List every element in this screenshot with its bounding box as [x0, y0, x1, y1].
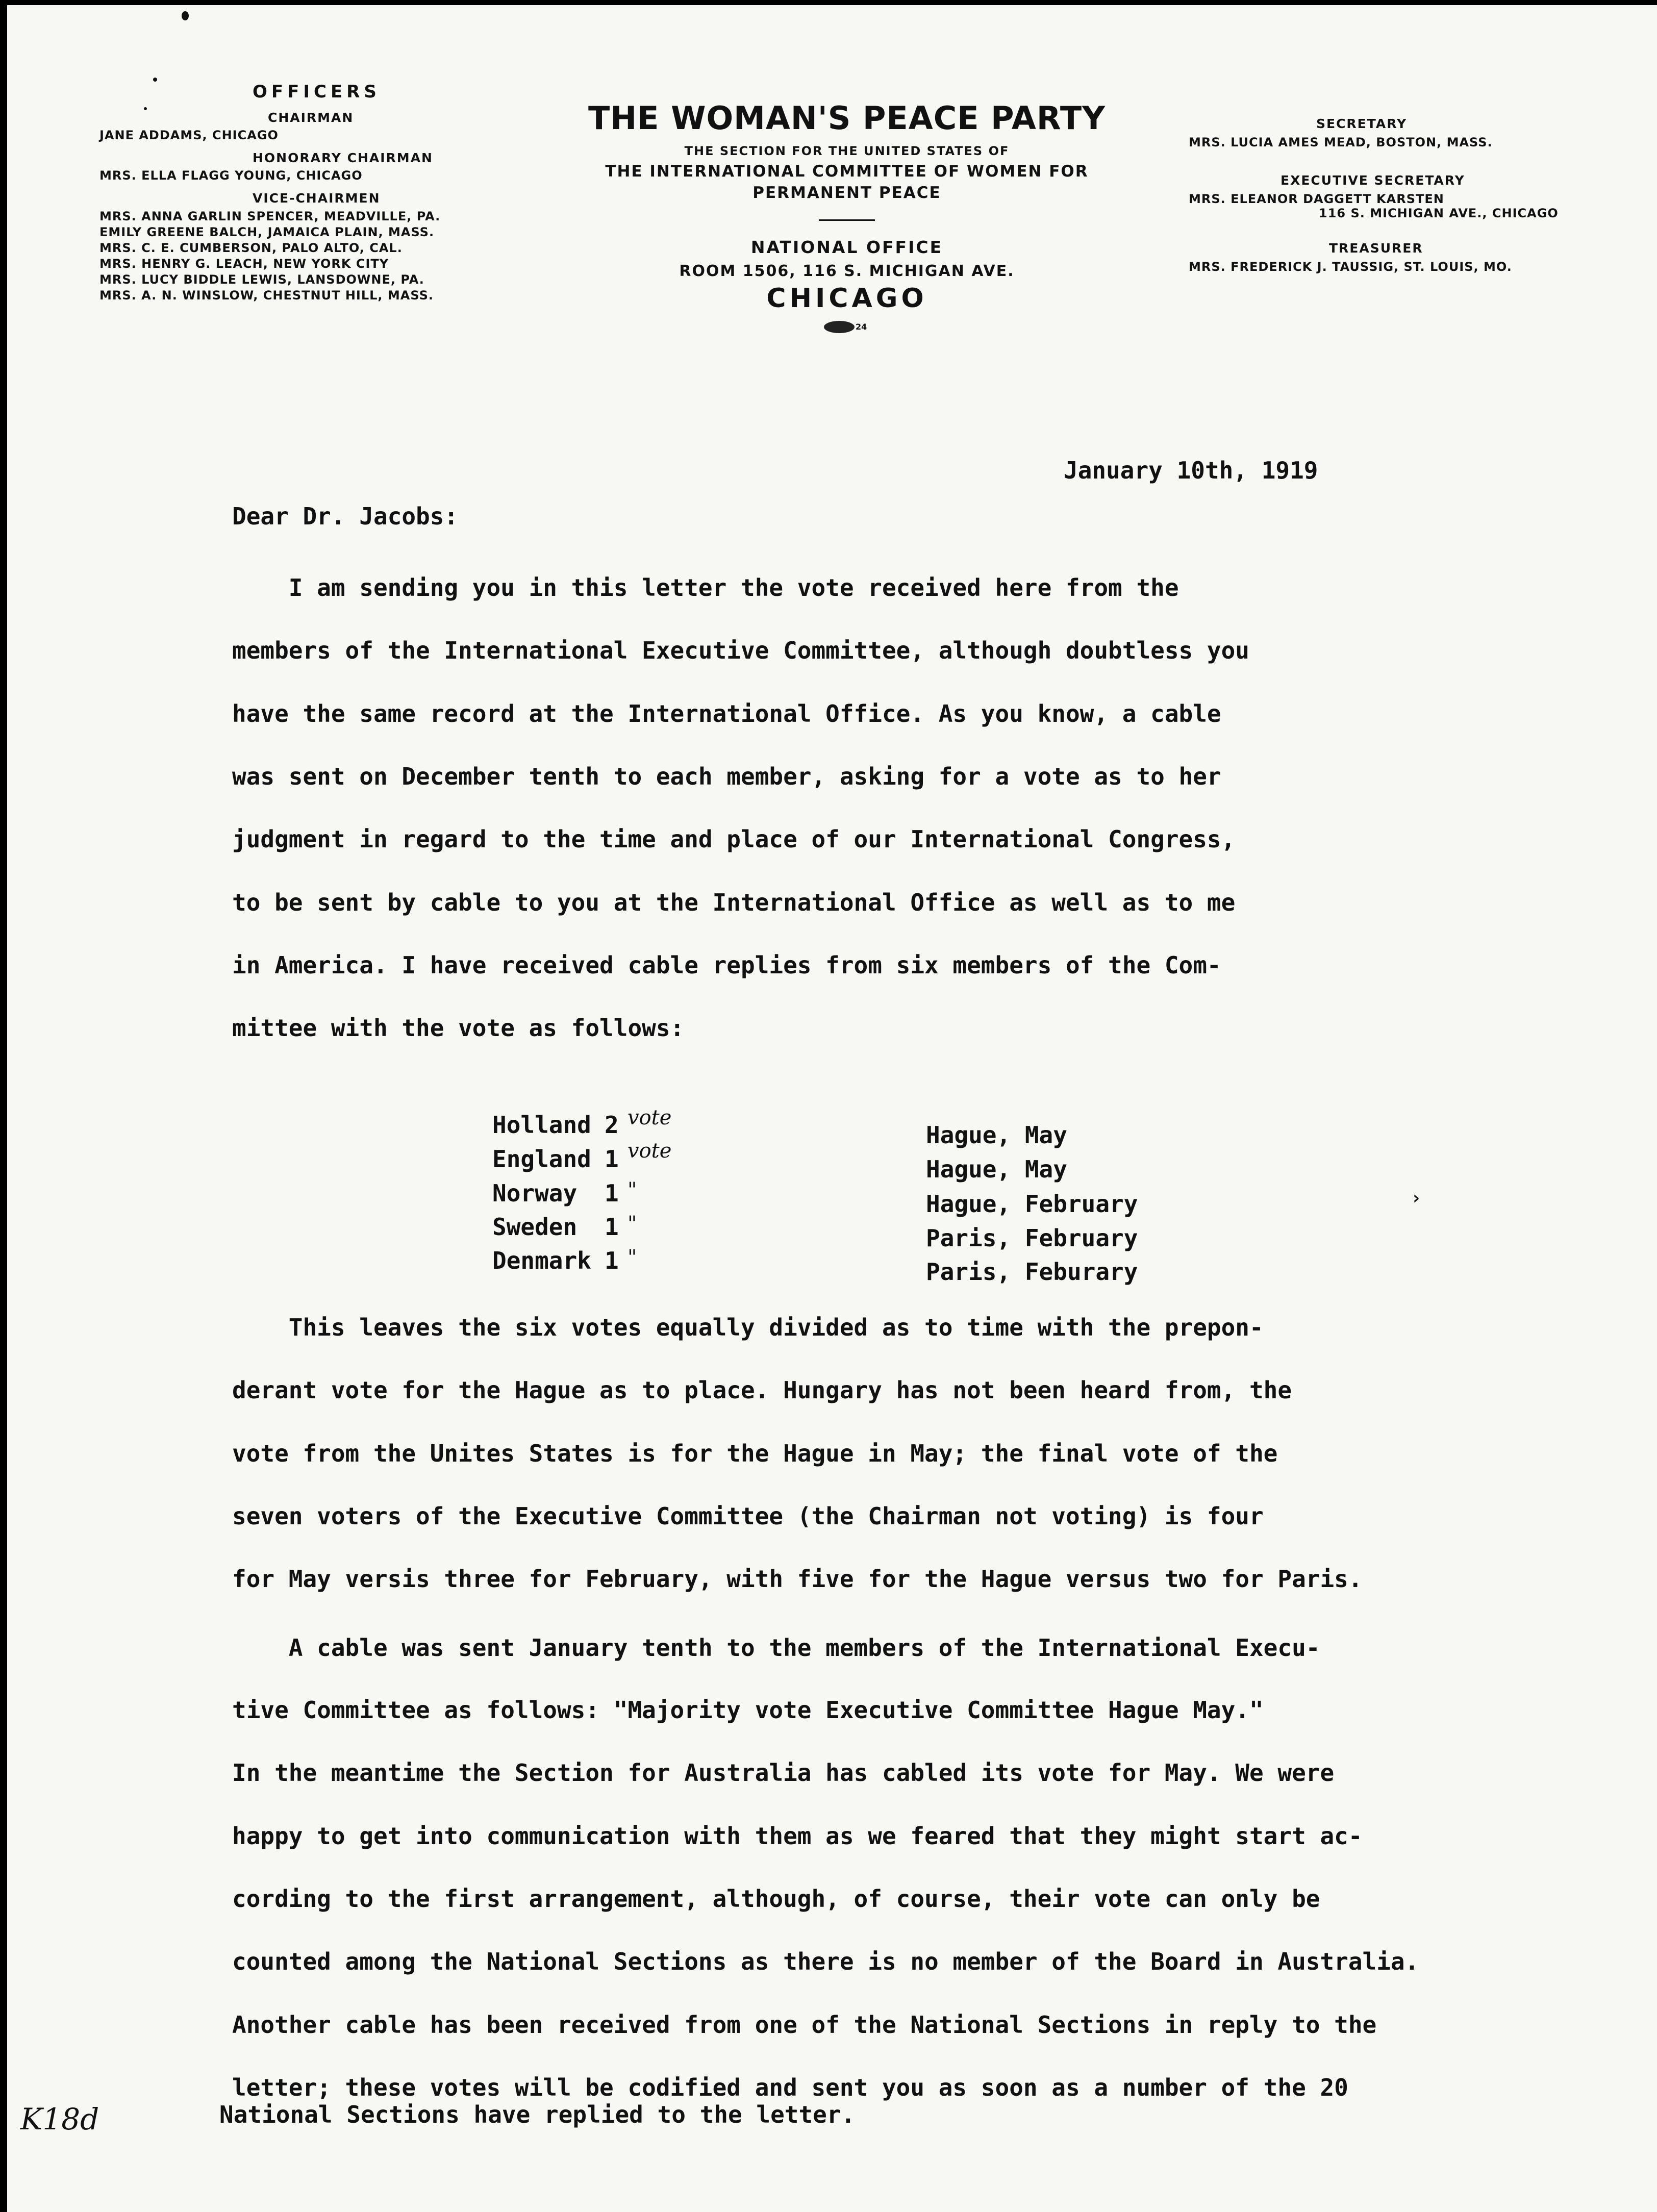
officers-heading: OFFICERS [253, 82, 381, 102]
office-city: CHICAGO [766, 283, 927, 314]
scan-edge-left [0, 0, 7, 2212]
body-line: to be sent by cable to you at the International Office as well as to me [232, 889, 1236, 916]
vote-choice: Paris, February [926, 1224, 1138, 1252]
vote-count: 1 [605, 1179, 619, 1207]
vice-chairmen-list [99, 209, 518, 304]
committee-line-2: PERMANENT PEACE [752, 184, 941, 202]
chairman-name: JANE ADDAMS, CHICAGO [99, 128, 279, 142]
ditto-mark: " [627, 1246, 637, 1269]
body-line: In the meantime the Section for Australia has cabled its vote for May. We were [232, 1759, 1335, 1787]
letter-date: January 10th, 1919 [1064, 457, 1318, 484]
vote-count: 1 [605, 1213, 619, 1241]
divider [819, 219, 875, 221]
body-line: National Sections have replied to the letter. [219, 2101, 856, 2128]
body-line: in America. I have received cable replies from six members of the Com- [232, 951, 1221, 979]
vice-chairman: MRS. A. N. WINSLOW, CHESTNUT HILL, MASS. [99, 288, 434, 303]
scan-edge-top [0, 0, 1657, 5]
body-line: seven voters of the Executive Committee (the Chairman not voting) is four [232, 1502, 1264, 1530]
vote-count: 1 [605, 1145, 619, 1173]
union-bug-icon [824, 321, 855, 333]
vote-country: Norway [492, 1179, 578, 1207]
handwritten-mark: vote [627, 1139, 672, 1163]
vote-country: Denmark [492, 1247, 591, 1274]
ditto-mark: " [627, 1178, 637, 1202]
scan-speck [153, 78, 157, 82]
body-line: This leaves the six votes equally divided as to time with the prepon- [232, 1314, 1264, 1341]
letterhead-center [541, 99, 1153, 334]
vote-choice: Hague, May [926, 1121, 1067, 1149]
body-line: tive Committee as follows: "Majority vote Executive Committee Hague May." [232, 1696, 1264, 1724]
body-line: have the same record at the International Office. As you know, a cable [232, 700, 1221, 727]
vice-chairman: MRS. C. E. CUMBERSON, PALO ALTO, CAL. [99, 241, 403, 255]
executive-secretary-label: EXECUTIVE SECRETARY [1281, 173, 1465, 188]
vote-count: 2 [605, 1111, 619, 1139]
salutation: Dear Dr. Jacobs: [232, 502, 459, 530]
ditto-mark: " [627, 1212, 637, 1236]
treasurer-label: TREASURER [1329, 241, 1423, 256]
section-line: THE SECTION FOR THE UNITED STATES OF [684, 144, 1010, 158]
letterhead-officers [99, 82, 518, 304]
treasurer-name: MRS. FREDERICK J. TAUSSIG, ST. LOUIS, MO. [1189, 260, 1512, 274]
vice-chairman: EMILY GREENE BALCH, JAMAICA PLAIN, MASS. [99, 225, 435, 239]
body-line: was sent on December tenth to each member, asking for a vote as to her [232, 763, 1221, 790]
body-line: members of the International Executive Committee, although doubtless you [232, 637, 1249, 664]
vice-chairman: MRS. HENRY G. LEACH, NEW YORK CITY [99, 257, 389, 271]
handwritten-mark: vote [627, 1106, 672, 1129]
body-line: derant vote for the Hague as to place. Hungary has not been heard from, the [232, 1376, 1292, 1404]
organization-name: THE WOMAN'S PEACE PARTY [588, 99, 1106, 137]
margin-note: K18d [20, 2102, 99, 2136]
scan-speck [182, 11, 189, 20]
vote-choice: Hague, May [926, 1155, 1067, 1183]
union-bug-number: 24 [856, 322, 867, 332]
body-line: vote from the Unites States is for the Hague in May; the final vote of the [232, 1440, 1278, 1467]
office-address: ROOM 1506, 116 S. MICHIGAN AVE. [679, 262, 1015, 280]
chairman-label: CHAIRMAN [268, 110, 354, 125]
vice-chairmen-label: VICE-CHAIRMEN [253, 191, 381, 206]
national-office-label: NATIONAL OFFICE [750, 237, 943, 257]
body-line: mittee with the vote as follows: [232, 1014, 685, 1042]
vice-chairman: MRS. LUCY BIDDLE LEWIS, LANSDOWNE, PA. [99, 272, 424, 287]
vote-choice: Hague, February [926, 1190, 1138, 1218]
body-line: judgment in regard to the time and place of our International Congress, [232, 825, 1236, 853]
honorary-chairman-label: HONORARY CHAIRMAN [253, 150, 433, 165]
body-line: A cable was sent January tenth to the members of the International Execu- [232, 1634, 1320, 1662]
body-line: letter; these votes will be codified and sent you as soon as a number of the 20 [232, 2074, 1348, 2101]
body-line: for May versis three for February, with five for the Hague versus two for Paris. [232, 1565, 1363, 1593]
committee-line-1: THE INTERNATIONAL COMMITTEE OF WOMEN FOR [605, 162, 1089, 181]
vice-chairman: MRS. ANNA GARLIN SPENCER, MEADVILLE, PA. [99, 209, 441, 223]
executive-secretary-name: MRS. ELEANOR DAGGETT KARSTEN [1189, 192, 1444, 206]
honorary-chairman-name: MRS. ELLA FLAGG YOUNG, CHICAGO [99, 168, 363, 183]
secretary-label: SECRETARY [1316, 116, 1408, 131]
body-line: happy to get into communication with them as we feared that they might start ac- [232, 1822, 1363, 1850]
vote-choice: Paris, Feburary [926, 1258, 1138, 1286]
margin-arrow: › [1411, 1188, 1422, 1209]
union-label [824, 321, 870, 334]
letterhead-secretaries [1189, 116, 1597, 274]
body-line: Another cable has been received from one of the National Sections in reply to the [232, 2011, 1377, 2039]
vote-country: Sweden [492, 1213, 578, 1241]
secretary-name: MRS. LUCIA AMES MEAD, BOSTON, MASS. [1189, 135, 1493, 149]
body-line: I am sending you in this letter the vote received here from the [232, 574, 1179, 601]
body-line: counted among the National Sections as there is no member of the Board in Australia. [232, 1948, 1419, 1975]
vote-count: 1 [605, 1247, 619, 1274]
executive-secretary-address: 116 S. MICHIGAN AVE., CHICAGO [1319, 206, 1559, 220]
body-line: cording to the first arrangement, although, of course, their vote can only be [232, 1885, 1320, 1913]
vote-country: England [492, 1145, 591, 1173]
vote-country: Holland [492, 1111, 591, 1139]
